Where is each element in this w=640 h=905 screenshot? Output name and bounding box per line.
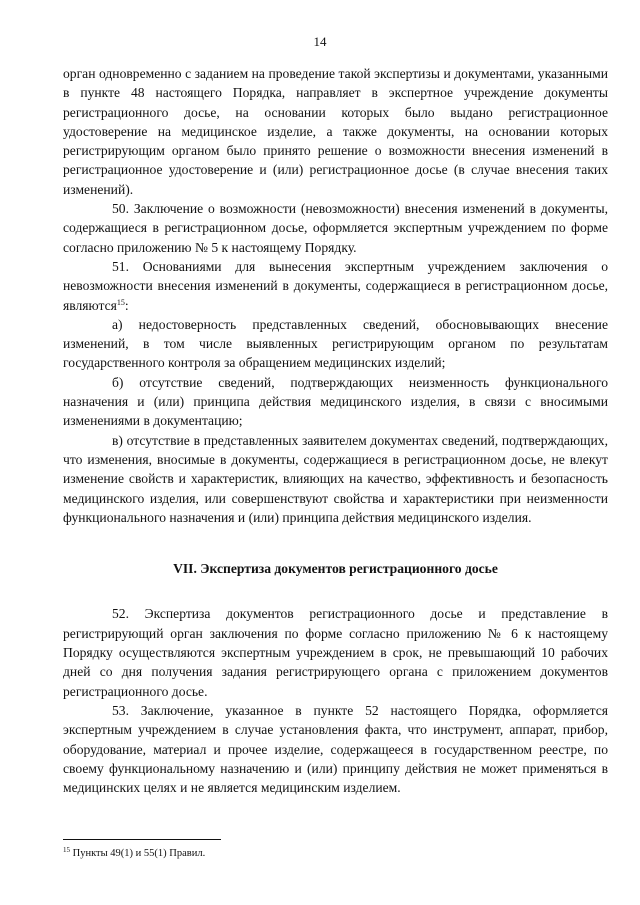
- document-body: [63, 64, 608, 797]
- page-number: 14: [313, 34, 327, 49]
- footnote: [63, 847, 205, 860]
- paragraph-51-text: 51. Основаниями для вынесения экспертным учреждением заключения о невозможности внесения изменений в документы, содержащиеся в регистрационном досье, являются: [63, 258, 608, 313]
- paragraph-50: 50. Заключение о возможности (невозможности) внесения изменений в документы, содержащиеся в регистрационном досье, оформляется экспертным учреждением по форме согласно приложению № 5 к настоящему Порядку.: [63, 201, 608, 255]
- paragraph-53: 53. Заключение, указанное в пункте 52 настоящего Порядка, оформляется экспертным учреждением в случае установления факта, что инструмент, аппарат, прибор, оборудование, материал и прочее изделие, содержащееся в государственном реестре, по своему функциональному назначению и (или) принципу действия не может применяться в медицинских целях и не является медицинским изделием.: [63, 702, 608, 796]
- paragraph-52: 52. Экспертиза документов регистрационного досье и представление в регистрирующий орган заключения по форме согласно приложению № 6 к настоящему Порядку осуществляются экспертным учреждением в срок, не превышающий 10 рабочих дней со дня получения задания регистрирующего органа с приложением документов регистрационного досье.: [63, 606, 608, 699]
- paragraph-51a: а) недостоверность представленных сведений, обосновывающих внесение изменений, в том числе выявленных регистрирующим органом по результатам государственного контроля за обращением медицинских изделий;: [63, 316, 608, 371]
- paragraph-continuation: орган одновременно с заданием на проведение такой экспертизы и документами, указанными в пункте 48 настоящего Порядка, направляет в экспертное учреждение документы регистрационного досье, на основании которых было выдано регистрационное удостоверение на медицинское изделие, а также документы, на основании которых регистрирующим органом было принято решение о возможности внесения изменений в регистрационное удостоверение и (или) регистрационное досье (в случае внесения таких изменений).: [63, 66, 608, 197]
- footnote-ref-15[interactable]: 15: [116, 297, 125, 307]
- footnote-marker: 15: [63, 846, 70, 854]
- paragraph-51c: в) отсутствие в представленных заявителем документах сведений, подтверждающих, что изменения, вносимые в документы, содержащиеся в регистрационном досье, не влекут изменение свойств и характеристик, влияющих на качество, эффективность и безопасность медицинского изделия, или совершенствуют свойства и характеристики при неизменности функционального назначения и (или) принципа действия медицинского изделия.: [63, 432, 608, 525]
- paragraph-51b: б) отсутствие сведений, подтверждающих неизменность функционального назначения и (или) принципа действия медицинского изделия, в связи с вносимыми изменениями в документацию;: [63, 374, 608, 429]
- paragraph-51: [63, 257, 608, 315]
- footnote-text: Пункты 49(1) и 55(1) Правил.: [70, 848, 206, 859]
- section-heading: VII. Экспертиза документов регистрационного досье: [173, 561, 498, 577]
- paragraph-51-tail: :: [124, 297, 129, 313]
- footnote-divider: [63, 839, 221, 840]
